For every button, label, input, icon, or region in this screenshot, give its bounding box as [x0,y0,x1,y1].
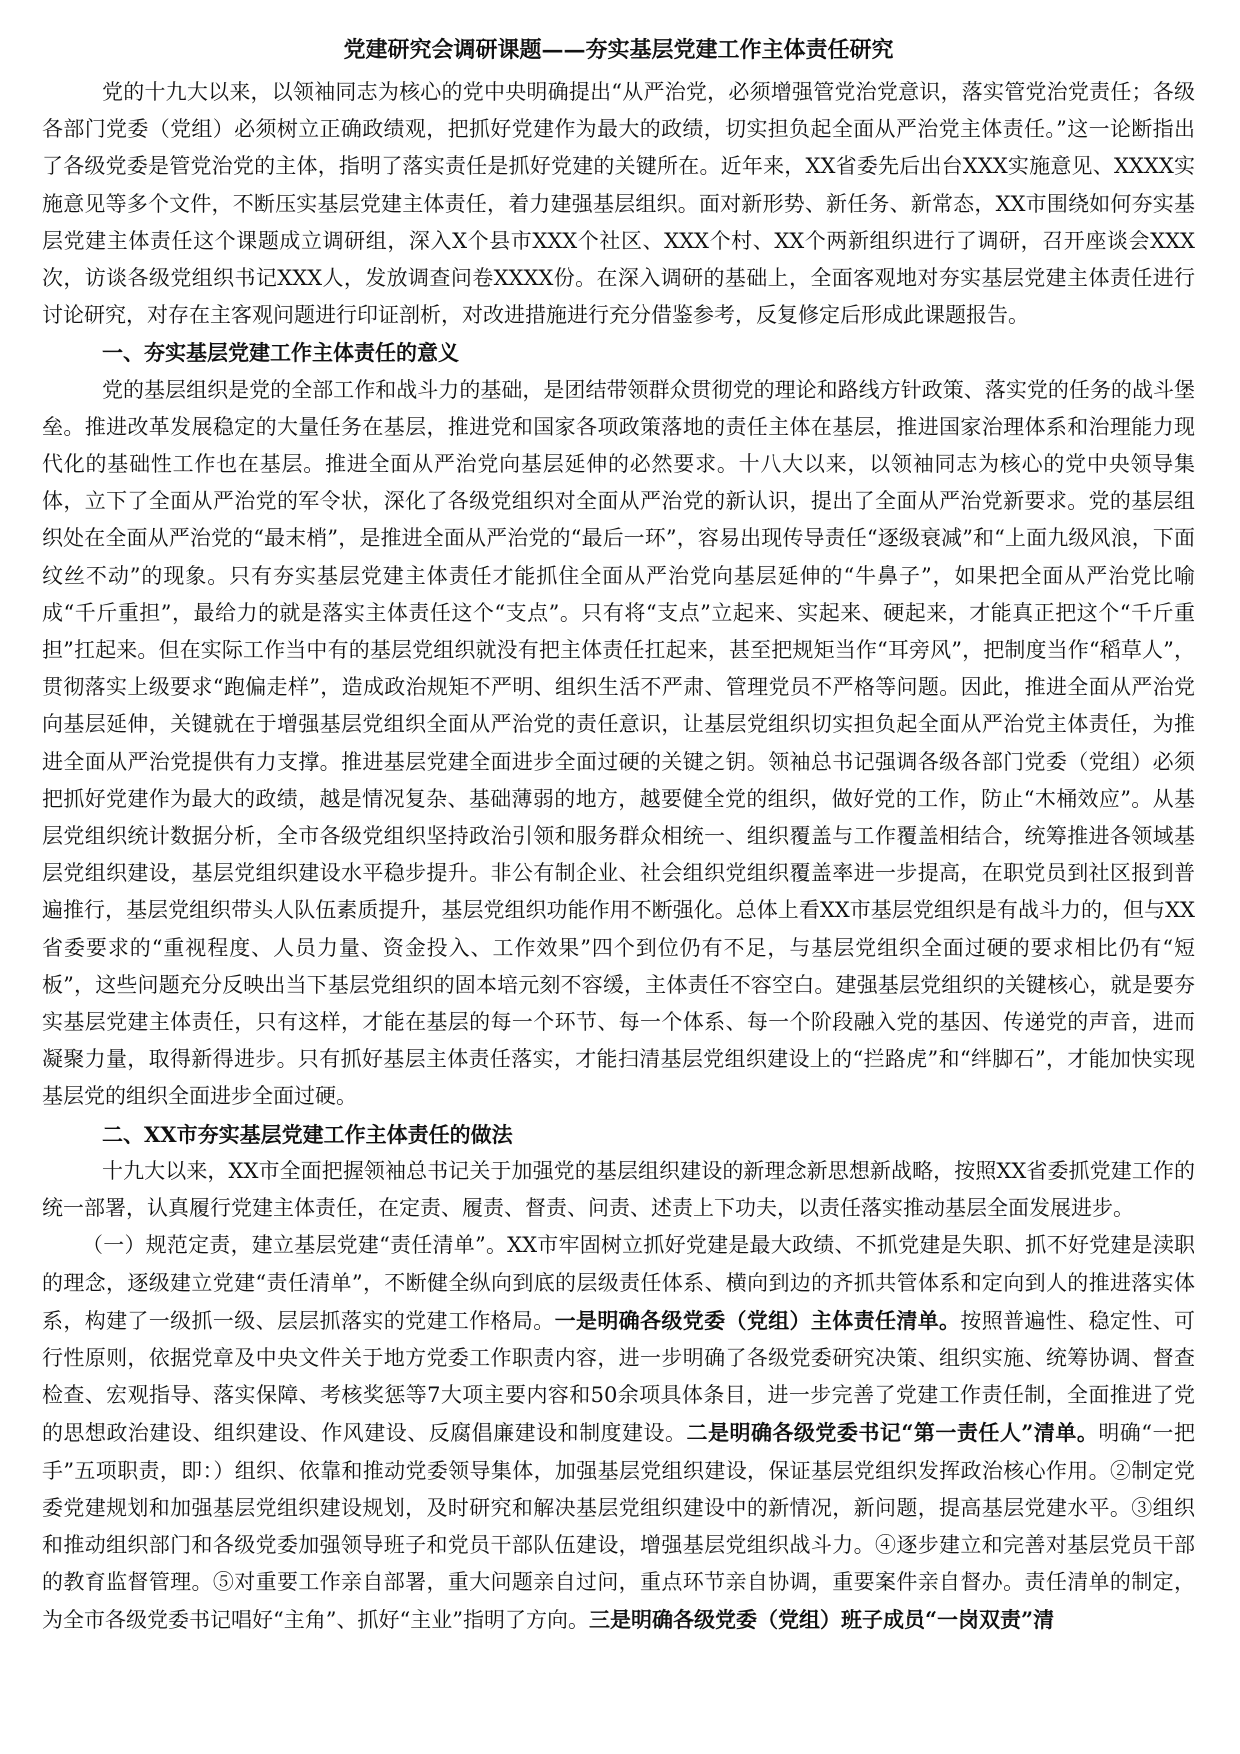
point-1-bold: 一是明确各级党委（党组）主体责任清单。 [554,1307,961,1333]
point-1-text: 按照普遍性、稳定性、可行性原则，依据党章及中央文件关于地方党委工作职责内容，进一步明确了各级党委研究决策、组织实施、统筹协调、督查检查、宏观指导、落实保障、考核奖惩等7大项主要内容和50余项具体条目，进一步完善了党建工作责任制，全面推进了党的思想政治建设、组织建设、作风建设、反腐倡廉建设和制度建设。 [42,1308,1196,1446]
section-1-paragraph: 党的基层组织是党的全部工作和战斗力的基础，是团结带领群众贯彻党的理论和路线方针政策、落实党的任务的战斗堡垒。推进改革发展稳定的大量任务在基层，推进党和国家各项政策落地的责任主体在基层，推进国家治理体系和治理能力现代化的基础性工作也在基层。推进全面从严治党向基层延伸的必然要求。十八大以来，以领袖同志为核心的党中央领导集体，立下了全面从严治党的军令状，深化了各级党组织对全面从严治党的新认识，提出了全面从严治党新要求。党的基层组织处在全面从严治党的“最末梢”，是推进全面从严治党的“最后一环”，容易出现传导责任“逐级衰减”和“上面九级风浪，下面纹丝不动”的现象。只有夯实基层党建主体责任才能抓住全面从严治党向基层延伸的“牛鼻子”，如果把全面从严治党比喻成“千斤重担”，最给力的就是落实主体责任这个“支点”。只有将“支点”立起来、实起来、硬起来，才能真正把这个“千斤重担”扛起来。但在实际工作当中有的基层党组织就没有把主体责任扛起来，甚至把规矩当作“耳旁风”，把制度当作“稻草人”，贯彻落实上级要求“跑偏走样”，造成政治规矩不严明、组织生活不严肃、管理党员不严格等问题。因此，推进全面从严治党向基层延伸，关键就在于增强基层党组织全面从严治党的责任意识，让基层党组织切实担负起全面从严治党主体责任，为推进全面从严治党提供有力支撑。推进基层党建全面进步全面过硬的关键之钥。领袖总书记强调各级各部门党委（党组）必须把抓好党建作为最大的政绩，越是情况复杂、基础薄弱的地方，越要健全党的组织，做好党的工作，防止“木桶效应”。从基层党组织统计数据分析，全市各级党组织坚持政治引领和服务群众相统一、组织覆盖与工作覆盖相结合，统筹推进各领域基层党组织建设，基层党组织建设水平稳步提升。非公有制企业、社会组织党组织覆盖率进一步提高，在职党员到社区报到普遍推行，基层党组织带头人队伍素质提升，基层党组织功能作用不断强化。总体上看XX市基层党组织是有战斗力的，但与XX省委要求的“重视程度、人员力量、资金投入、工作效果”四个到位仍有不足，与基层党组织全面过硬的要求相比仍有“短板”，这些问题充分反映出当下基层党组织的固本培元刻不容缓，主体责任不容空白。建强基层党组织的关键核心，就是要夯实基层党建主体责任，只有这样，才能在基层的每一个环节、每一个体系、每一个阶段融入党的基因、传递党的声音，进而凝聚力量，取得新得进步。只有抓好基层主体责任落实，才能扫清基层党组织建设上的“拦路虎”和“绊脚石”，才能加快实现基层党的组织全面进步全面过硬。 [42,377,1195,1109]
intro-paragraph: 党的十九大以来，以领袖同志为核心的党中央明确提出“从严治党，必须增强管党治党意识，落实管党治党责任；各级各部门党委（党组）必须树立正确政绩观，把抓好党建作为最大的政绩，切实担负起全面从严治党主体责任。”这一论断指出了各级党委是管党治党的主体，指明了落实责任是抓好党建的关键所在。近年来，XX省委先后出台XXX实施意见、XXXX实施意见等多个文件，不断压实基层党建主体责任，着力建强基层组织。面对新形势、新任务、新常态，XX市围绕如何夯实基层党建主体责任这个课题成立调研组，深入X个县市XXX个社区、XXX个村、XX个两新组织进行了调研，召开座谈会XXX次，访谈各级党组织书记XXX人，发放调查问卷XXXX份。在深入调研的基础上，全面客观地对夯实基层党建主体责任进行讨论研究，对存在主客观问题进行印证剖析，对改进措施进行充分借鉴参考，反复修定后形成此课题报告。 [42,80,1195,328]
section-1-heading: 一、夯实基层党建工作主体责任的意义 [102,340,459,366]
point-3-bold: 三是明确各级党委（党组）班子成员“一岗双责”清 [588,1607,1055,1633]
subsection-1-lead: （一）规范定责，建立基层党建“责任清单”。XX市牢固树立抓好党建是最大政绩、不抓党建是失职、抓不好党建是渎职的理念，逐级建立党建“责任清单”，不断健全纵向到底的层级责任体系、横向到边的齐抓共管体系和定向到人的推进落实体系，构建了一级抓一级、层层抓落实的党建工作格局。 [42,1233,1195,1333]
point-2-bold: 二是明确各级党委书记“第一责任人”清单。 [686,1420,1099,1446]
subsection-1-paragraph [42,1227,1195,1639]
section-2-heading: 二、XX市夯实基层党建工作主体责任的做法 [102,1121,513,1147]
document-title: 党建研究会调研课题——夯实基层党建工作主体责任研究 [343,37,894,63]
point-2-text: 明确“一把手”五项职责，即：）组织、依靠和推动党委领导集体，加强基层党组织建设，保证基层党组织发挥政治核心作用。②制定党委党建规划和加强基层党组织建设规划，及时研究和解决基层党组织建设中的新情况，新问题，提高基层党建水平。③组织和推动组织部门和各级党委加强领导班子和党员干部队伍建设，增强基层党组织战斗力。④逐步建立和完善对基层党员干部的教育监督管理。⑤对重要工作亲自部署，重大问题亲自过问，重点环节亲自协调，重要案件亲自督办。责任清单的制定，为全市各级党委书记唱好“主角”、抓好“主业”指明了方向。 [42,1421,1195,1633]
section-2-paragraph: 十九大以来，XX市全面把握领袖总书记关于加强党的基层组织建设的新理念新思想新战略，按照XX省委抓党建工作的统一部署，认真履行党建主体责任，在定责、履责、督责、问责、述责上下功夫，以责任落实推动基层全面发展进步。 [42,1158,1195,1221]
